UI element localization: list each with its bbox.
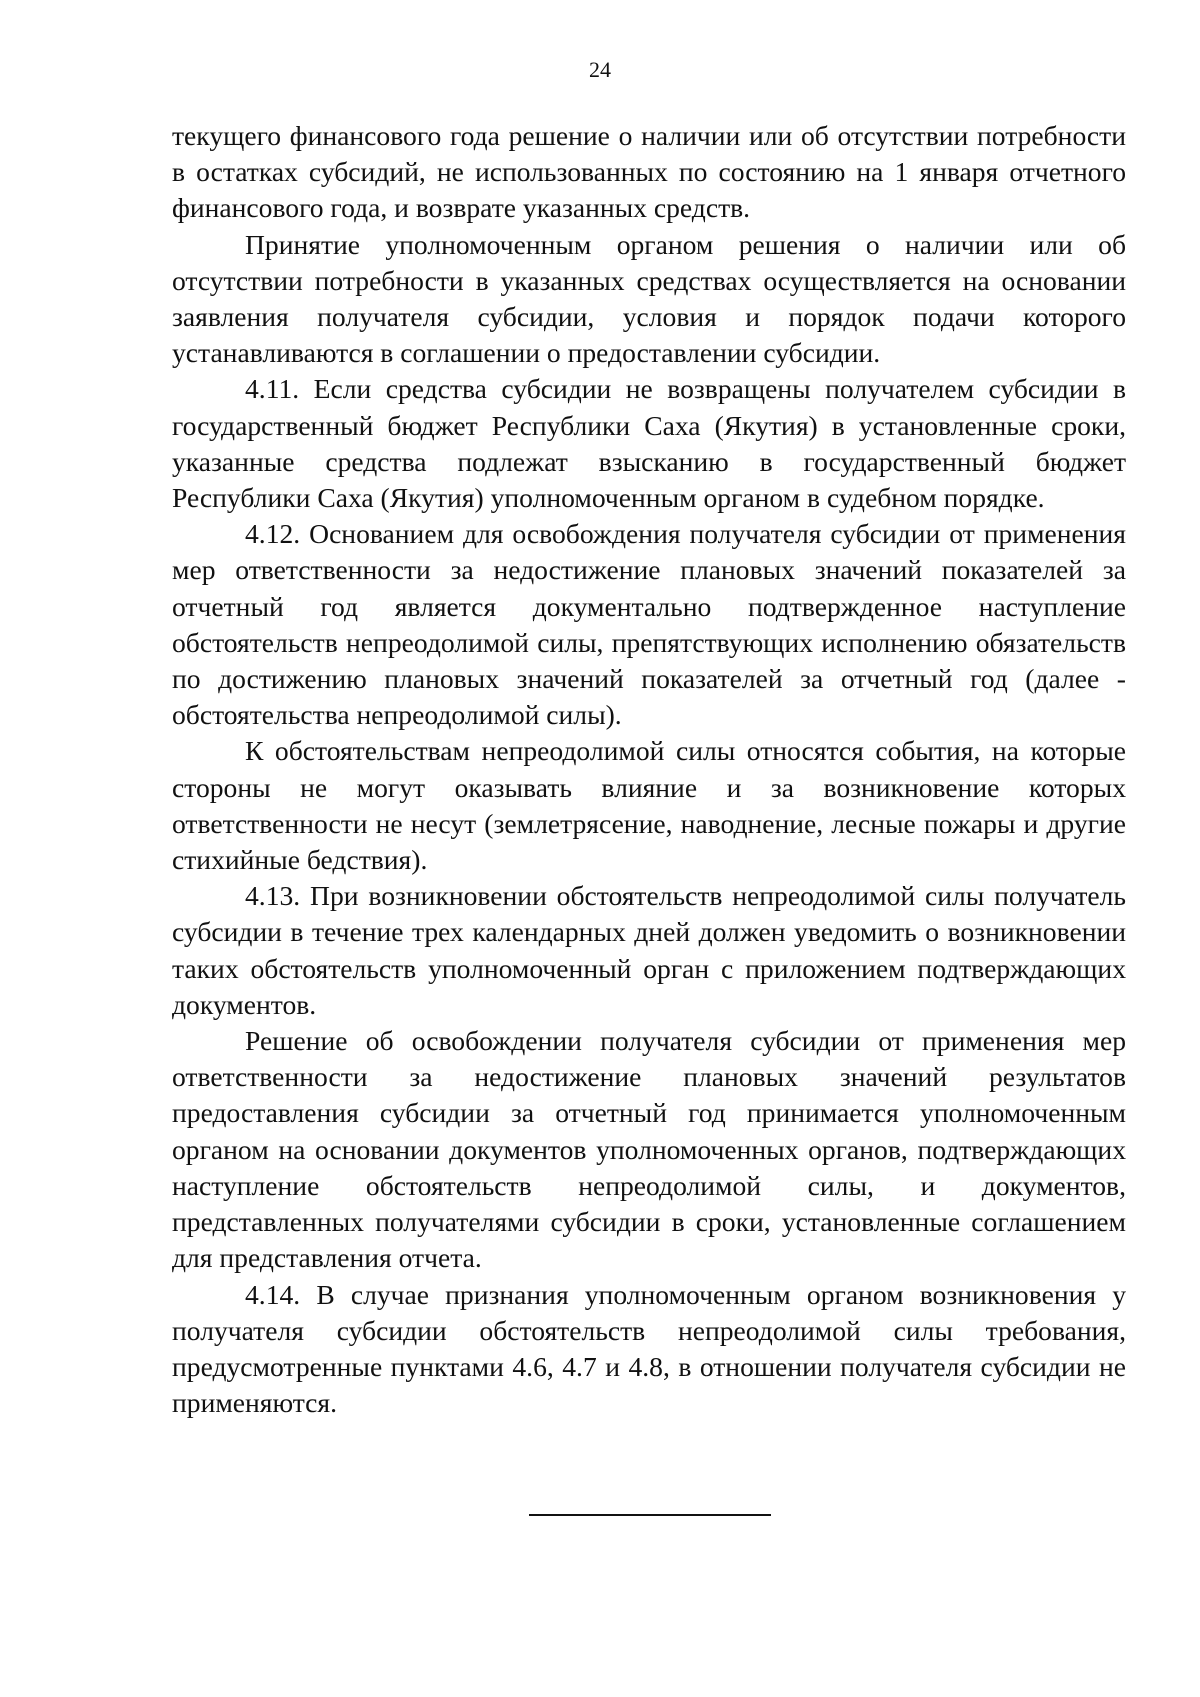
paragraph-force-majeure-definition: К обстоятельствам непреодолимой силы относятся события, на которые стороны не могут оказывать влияние и за возникновение которых ответственности не несут (землетрясение, наводнение, лесные пожары и другие стихийные бедствия). — [172, 735, 1126, 876]
paragraph-exemption-decision: Решение об освобождении получателя субсидии от применения мер ответственности за недостижение плановых значений результатов предоставления субсидии за отчетный год принимается уполномоченным органом на основании документов уполномоченных органов, подтверждающих наступление обстоятельств непреодолимой силы, и документов, представленных получателями субсидии в сроки, установленные соглашением для представления отчета. — [172, 1025, 1126, 1274]
paragraph-decision-on-need: Принятие уполномоченным органом решения о наличии или об отсутствии потребности в указанных средствах осуществляется на основании заявления получателя субсидии, условия и порядок подачи которого устанавливаются в соглашении о предоставлении субсидии. — [172, 228, 1126, 369]
paragraph-clause-4-14: 4.14. В случае признания уполномоченным органом возникновения у получателя субсидии обстоятельств непреодолимой силы требования, предусмотренные пунктами 4.6, 4.7 и 4.8, в отношении получателя субсидии не применяются. — [172, 1278, 1126, 1419]
paragraph-clause-4-11: 4.11. Если средства субсидии не возвращены получателем субсидии в государственный бюджет Республики Саха (Якутия) в установленные сроки, указанные средства подлежат взысканию в государственный бюджет Республики Саха (Якутия) уполномоченным органом в судебном порядке. — [172, 373, 1126, 514]
document-body — [172, 118, 1126, 1421]
paragraph-continuation: текущего финансового года решение о наличии или об отсутствии потребности в остатках субсидий, не использованных по состоянию на 1 января отчетного финансового года, и возврате указанных средств. — [172, 120, 1126, 224]
page-number: 24 — [589, 57, 611, 82]
end-divider-line — [529, 1514, 771, 1516]
paragraph-clause-4-13: 4.13. При возникновении обстоятельств непреодолимой силы получатель субсидии в течение трех календарных дней должен уведомить о возникновении таких обстоятельств уполномоченный орган с приложением подтверждающих документов. — [172, 880, 1126, 1020]
paragraph-clause-4-12: 4.12. Основанием для освобождения получателя субсидии от применения мер ответственности за недостижение плановых значений показателей за отчетный год является документально подтвержденное наступление обстоятельств непреодолимой силы, препятствующих исполнению обязательств по достижению плановых значений показателей за отчетный год (далее - обстоятельства непреодолимой силы). — [172, 518, 1126, 731]
